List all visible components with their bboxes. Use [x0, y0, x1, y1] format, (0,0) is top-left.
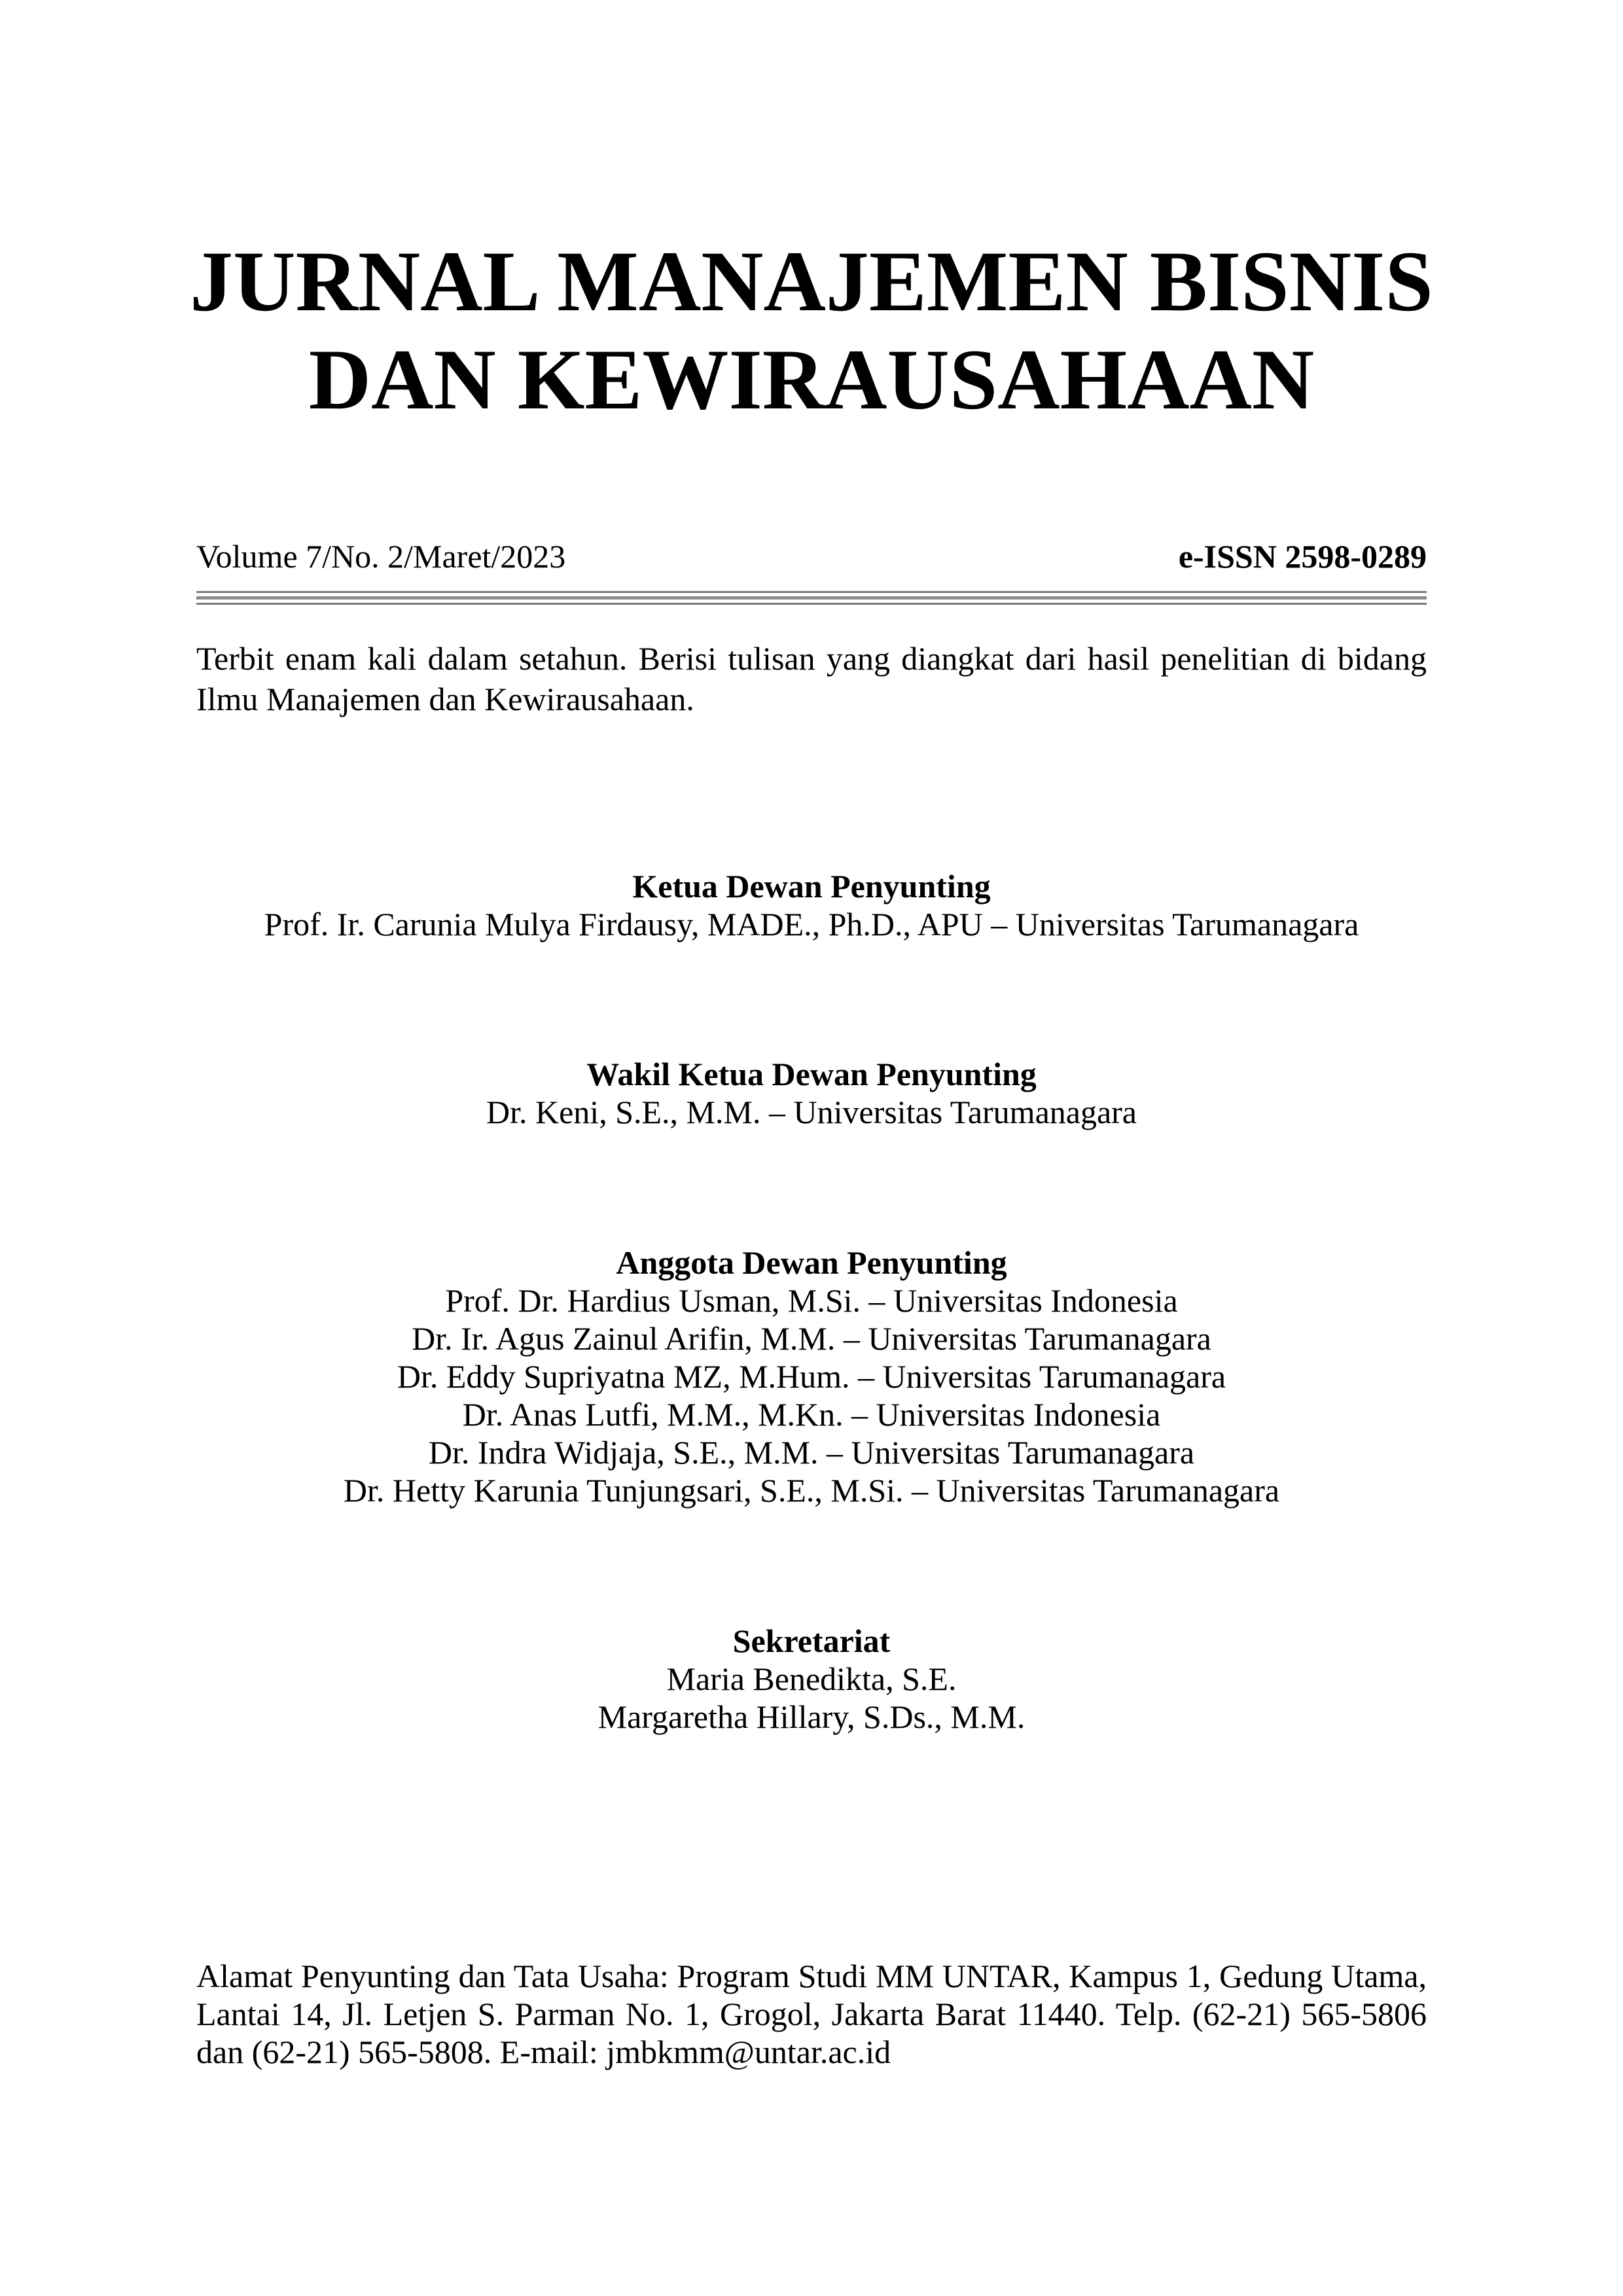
section-heading: Sekretariat: [732, 1623, 891, 1659]
secretariat-member: Margaretha Hillary, S.Ds., M.M.: [597, 1698, 1026, 1735]
divider-line-bottom: [196, 603, 1427, 605]
editor-in-chief-section: [0, 867, 1623, 943]
journal-title-line-1: JURNAL MANAJEMEN BISNIS: [190, 233, 1433, 329]
board-member: Dr. Hetty Karunia Tunjungsari, S.E., M.Si. – Universitas Tarumanagara: [343, 1472, 1280, 1509]
header-divider: [196, 591, 1427, 607]
journal-description: Terbit enam kali dalam setahun. Berisi tulisan yang diangkat dari hasil penelitian di bidang Ilmu Manajemen dan Kewirausahaan.: [196, 640, 1427, 717]
address-line: Lantai 14, Jl. Letjen S. Parman No. 1, Grogol, Jakarta Barat 11440. Telp. (62-21) 565-5806: [196, 1996, 1427, 2032]
issue-meta-row: [196, 530, 1427, 583]
volume-number: Volume 7/No. 2/Maret/2023: [196, 538, 566, 575]
section-heading: Anggota Dewan Penyunting: [616, 1244, 1007, 1281]
board-member: Dr. Indra Widjaja, S.E., M.M. – Universitas Tarumanagara: [428, 1434, 1195, 1471]
section-heading: Wakil Ketua Dewan Penyunting: [586, 1056, 1037, 1092]
address-line: Alamat Penyunting dan Tata Usaha: Program Studi MM UNTAR, Kampus 1, Gedung Utama,: [196, 1958, 1427, 1994]
divider-line-top: [196, 591, 1427, 593]
editorial-address: [196, 1957, 1427, 2071]
issn-number: e-ISSN 2598-0289: [1178, 538, 1427, 575]
secretariat-member: Maria Benedikta, S.E.: [666, 1660, 957, 1697]
section-heading: Ketua Dewan Penyunting: [632, 868, 991, 905]
secretariat-section: [0, 1622, 1623, 1736]
journal-title: [0, 232, 1623, 429]
board-member: Dr. Ir. Agus Zainul Arifin, M.M. – Universitas Tarumanagara: [412, 1320, 1211, 1357]
board-member: Dr. Eddy Supriyatna MZ, M.Hum. – Universitas Tarumanagara: [397, 1358, 1226, 1395]
board-member: Dr. Anas Lutfi, M.M., M.Kn. – Universitas Indonesia: [462, 1396, 1161, 1433]
editor-name: Prof. Ir. Carunia Mulya Firdausy, MADE., Ph.D., APU – Universitas Tarumanagara: [264, 906, 1359, 942]
board-member: Prof. Dr. Hardius Usman, M.Si. – Universitas Indonesia: [445, 1282, 1178, 1319]
address-line-contact: dan (62-21) 565-5808. E-mail: jmbkmm@untar.ac.id: [196, 2034, 891, 2070]
divider-line-middle: [196, 596, 1427, 600]
deputy-editor-section: [0, 1055, 1623, 1131]
editorial-board-section: [0, 1244, 1623, 1509]
editor-name: Dr. Keni, S.E., M.M. – Universitas Tarumanagara: [486, 1094, 1137, 1130]
journal-title-line-2: DAN KEWIRAUSAHAAN: [308, 331, 1315, 427]
